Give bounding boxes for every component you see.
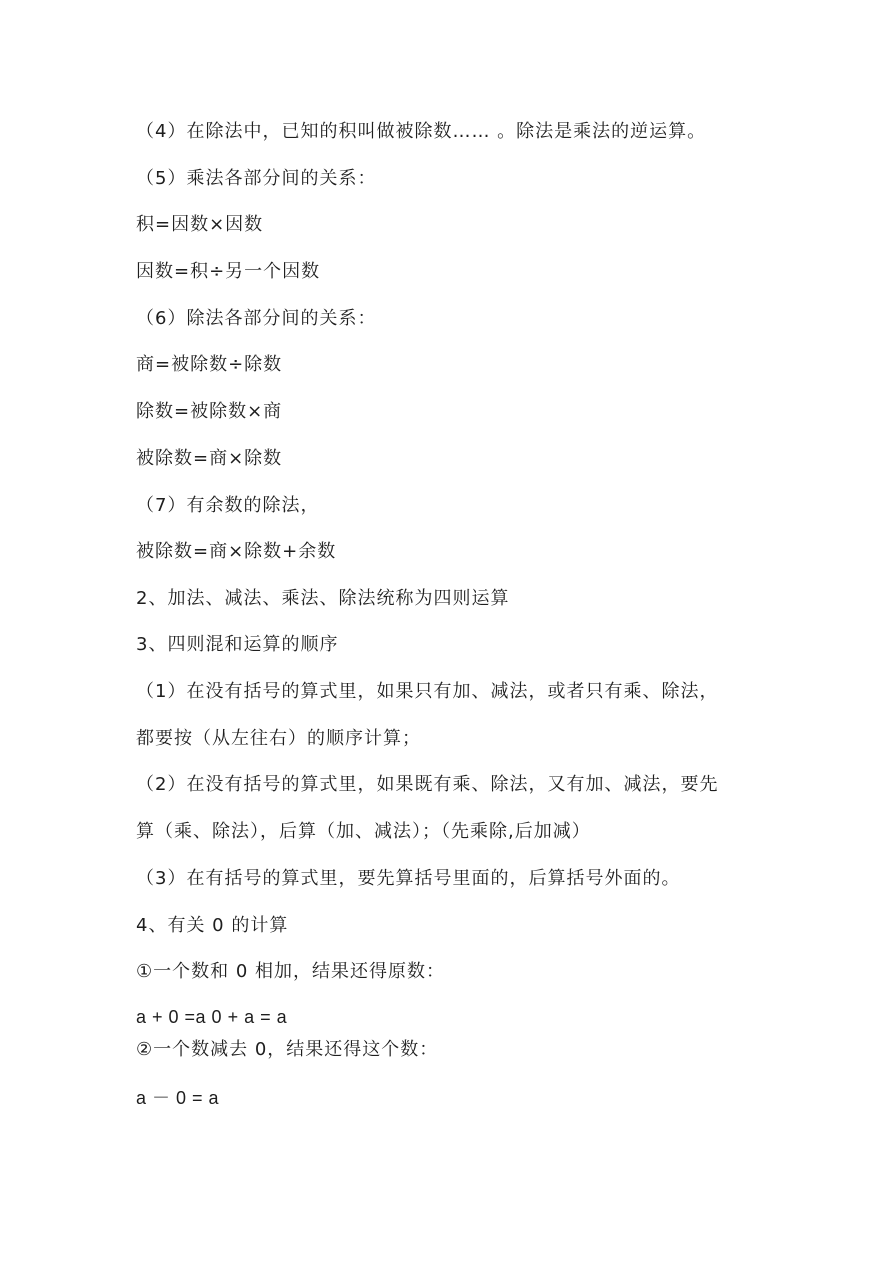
text-line-factor-formula: 因数=积÷另一个因数 — [136, 261, 321, 282]
text-line-division-relations-heading: （6）除法各部分间的关系： — [136, 308, 377, 329]
text-line-rule-3: （3）在有括号的算式里，要先算括号里面的，后算括号外面的。 — [136, 868, 681, 889]
text-line-rule-2b: 算（乘、除法），后算（加、减法）；（先乘除,后加减） — [136, 821, 591, 842]
text-line-rule-1a: （1）在没有括号的算式里，如果只有加、减法，或者只有乘、除法， — [136, 681, 719, 702]
text-line-rule-1b: 都要按（从左往右）的顺序计算； — [136, 728, 421, 749]
text-line-zero-subtraction-formula: a － 0 = a — [136, 1088, 220, 1108]
text-line-zero-addition-rule: ①一个数和 0 相加，结果还得原数： — [136, 961, 446, 982]
text-line-product-formula: 积=因数×因数 — [136, 214, 264, 235]
text-line-divisor-formula: 除数=被除数×商 — [136, 401, 283, 422]
text-line-quotient-formula: 商=被除数÷除数 — [136, 354, 283, 375]
text-line-zero-addition-formula: a + 0 =a 0 + a = a — [136, 1007, 288, 1027]
text-line-mixed-operations-heading: 3、四则混和运算的顺序 — [136, 634, 339, 655]
text-line-zero-calc-heading: 4、有关 0 的计算 — [136, 915, 289, 936]
text-line-multiplication-inverse: （4）在除法中，已知的积叫做被除数…… 。除法是乘法的逆运算。 — [136, 121, 707, 142]
text-line-multiplication-relations-heading: （5）乘法各部分间的关系： — [136, 168, 377, 189]
text-line-remainder-division-heading: （7）有余数的除法， — [136, 495, 320, 516]
text-line-dividend-formula: 被除数=商×除数 — [136, 448, 283, 469]
text-line-dividend-remainder-formula: 被除数=商×除数+余数 — [136, 541, 337, 562]
text-line-rule-2a: （2）在没有括号的算式里，如果既有乘、除法，又有加、减法，要先 — [136, 774, 719, 795]
text-line-zero-subtraction-rule: ②一个数减去 0，结果还得这个数： — [136, 1039, 439, 1060]
text-line-four-operations: 2、加法、减法、乘法、除法统称为四则运算 — [136, 588, 510, 609]
